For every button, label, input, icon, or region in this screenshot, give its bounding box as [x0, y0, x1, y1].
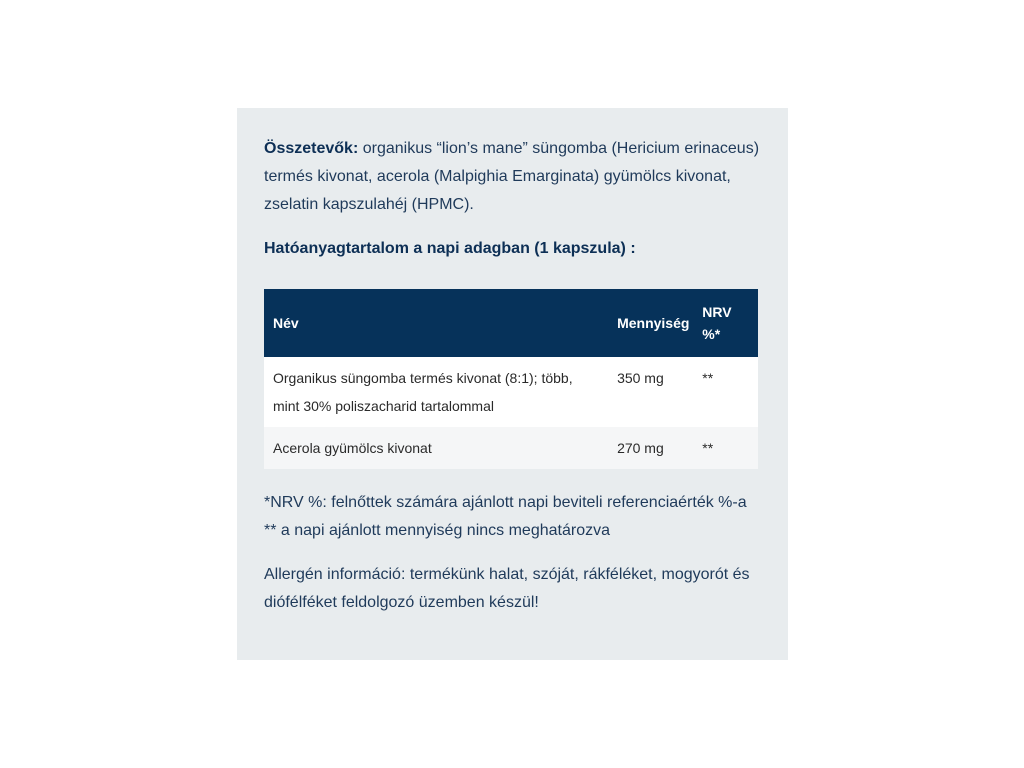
- product-info-panel: [237, 108, 788, 660]
- ingredients-paragraph: [264, 135, 761, 219]
- header-amount: Mennyiség: [608, 289, 693, 357]
- nutrition-table: [264, 289, 758, 469]
- ingredients-text: organikus “lion’s mane” süngomba (Hericium erinaceus) termés kivonat, acerola (Malpighia Emarginata) gyümölcs kivonat, zselatin kapszulahéj (HPMC).: [264, 140, 760, 213]
- ingredients-label: Összetevők:: [264, 140, 359, 157]
- header-nrv: NRV %*: [693, 289, 758, 357]
- double-star-footnote: ** a napi ajánlott mennyiség nincs meghatározva: [264, 522, 610, 539]
- row-name: Acerola gyümölcs kivonat: [264, 427, 608, 469]
- table-row: [264, 427, 758, 469]
- row-nrv: **: [693, 357, 758, 427]
- active-content-heading: Hatóanyagtartalom a napi adagban (1 kapszula) :: [264, 240, 636, 257]
- footnotes: [264, 489, 761, 545]
- nrv-footnote: *NRV %: felnőttek számára ajánlott napi beviteli referenciaérték %-a: [264, 494, 747, 511]
- table-row: [264, 357, 758, 427]
- row-nrv: **: [693, 427, 758, 469]
- row-amount: 350 mg: [608, 357, 693, 427]
- row-amount: 270 mg: [608, 427, 693, 469]
- table-header-row: [264, 289, 758, 357]
- header-name: Név: [264, 289, 608, 357]
- row-name: Organikus süngomba termés kivonat (8:1); több, mint 30% poliszacharid tartalommal: [264, 357, 608, 427]
- allergen-info: Allergén információ: termékünk halat, szóját, rákféléket, mogyorót és diófélféket feldolgozó üzemben készül!: [264, 566, 750, 611]
